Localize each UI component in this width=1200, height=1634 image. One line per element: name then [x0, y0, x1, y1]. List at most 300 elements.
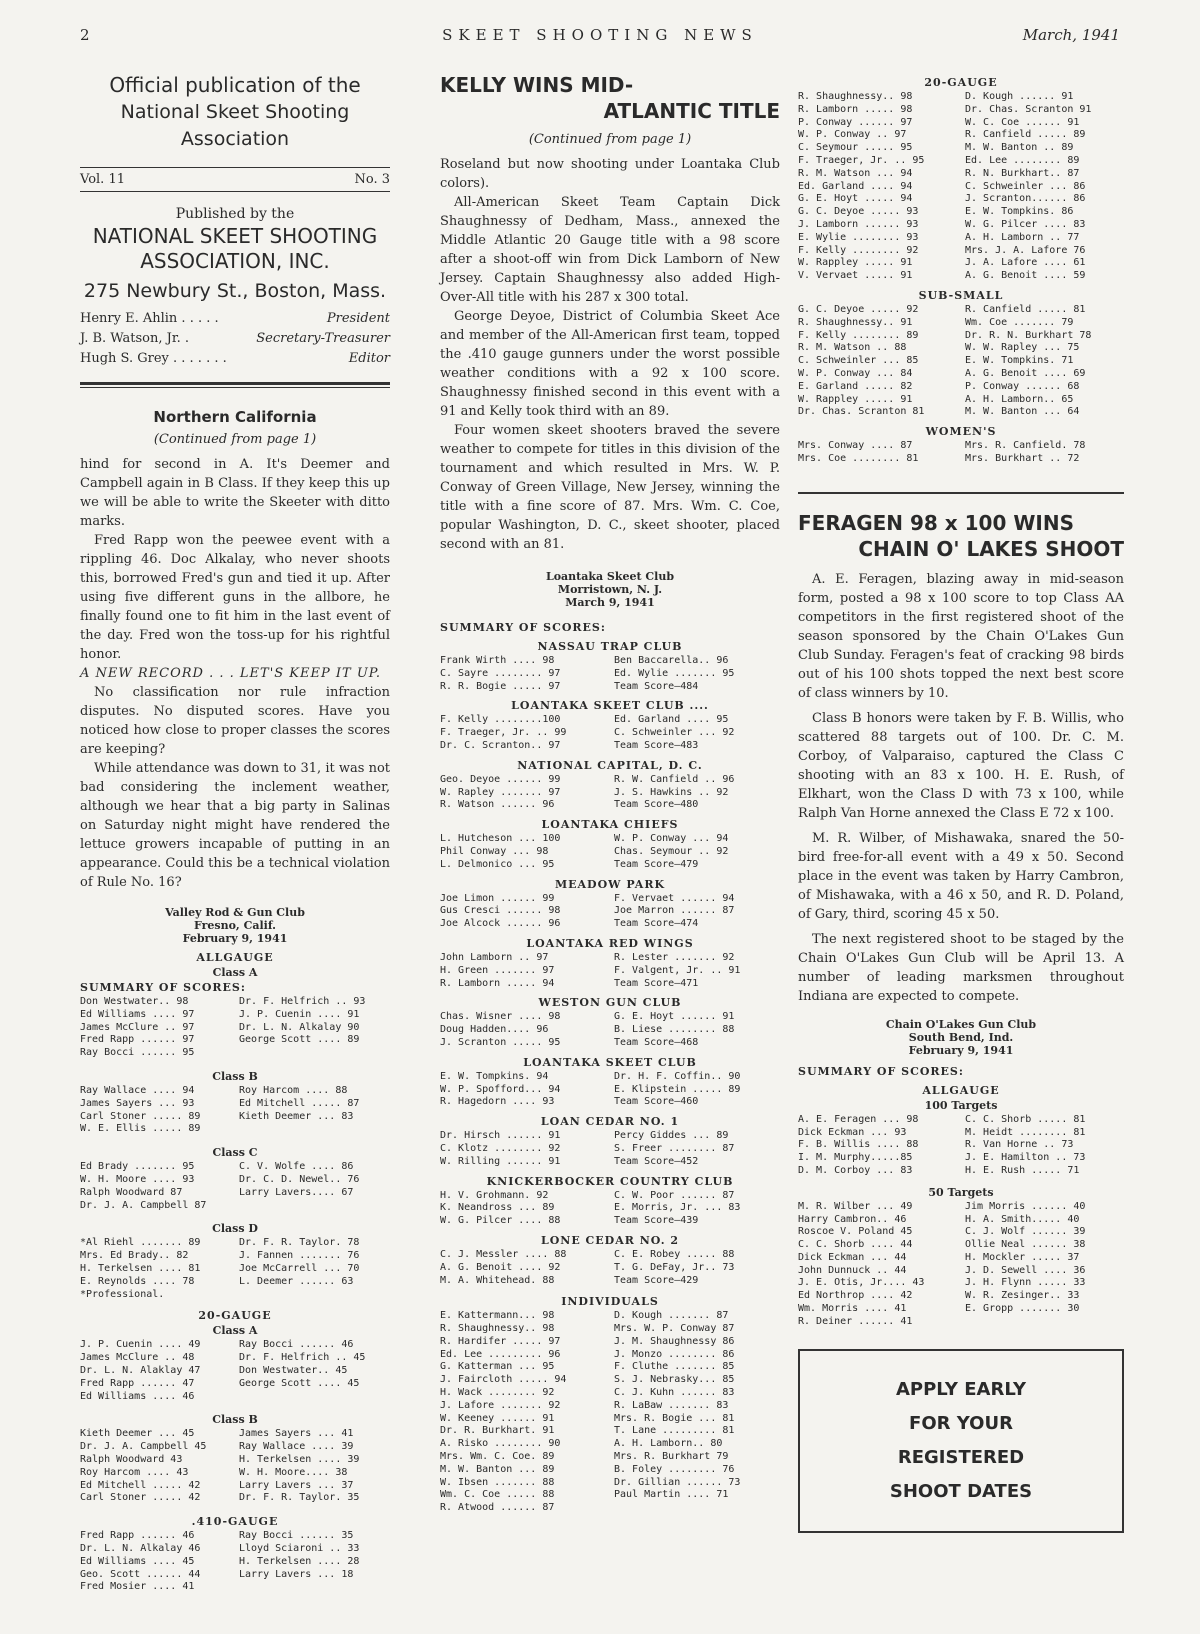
- score-cell: H. Green ....... 97: [440, 964, 555, 976]
- score-cell: E. Reynolds .... 78: [80, 1275, 195, 1287]
- score-cell: *Al Riehl ....... 89: [80, 1237, 201, 1249]
- score-cell: C. Sayre ........ 97: [440, 667, 561, 679]
- score-table: [440, 1249, 780, 1287]
- summary-heading: SUMMARY OF SCORES:: [440, 621, 606, 634]
- score-cell: Mrs. R. Bogie ... 81: [614, 1412, 735, 1424]
- event-heading: 20-GAUGE: [924, 76, 998, 89]
- score-cell: J. P. Cuenin .... 91: [239, 1008, 360, 1020]
- score-cell: Team Score—439: [614, 1215, 699, 1227]
- event-heading: WOMEN'S: [925, 425, 997, 439]
- score-cell: W. H. Moore.... 38: [239, 1466, 348, 1478]
- score-table: [80, 1339, 390, 1403]
- score-cell: B. Foley ........ 76: [614, 1463, 735, 1475]
- score-cell: James Sayers ... 41: [239, 1428, 354, 1440]
- article-title-line1: FERAGEN 98 x 100 WINS: [798, 510, 1074, 535]
- score-cell: Joe McCarrell ... 70: [239, 1262, 360, 1274]
- score-cell: Mrs. J. A. Lafore 76: [965, 244, 1086, 256]
- score-cell: Paul Martin .... 71: [614, 1489, 729, 1501]
- score-cell: Team Score—474: [614, 918, 699, 930]
- score-cell: Roscoe V. Poland 45: [798, 1226, 913, 1238]
- score-cell: L. Hutcheson ... 100: [440, 833, 561, 845]
- score-cell: P. Conway ...... 68: [965, 380, 1080, 392]
- page-header: [80, 26, 1120, 52]
- class-heading: 50 Targets: [928, 1185, 994, 1199]
- score-cell: J. D. Sewell .... 36: [965, 1264, 1086, 1276]
- score-cell: Carl Stoner ..... 42: [80, 1492, 201, 1504]
- score-cell: A. Risko ........ 90: [440, 1438, 561, 1450]
- score-cell: J. Scranton ..... 95: [440, 1036, 561, 1048]
- article-title-line1: KELLY WINS MID-: [440, 73, 634, 97]
- score-cell: J. Monzo ........ 86: [614, 1348, 735, 1360]
- class-heading: Class A: [212, 966, 258, 979]
- score-cell: F. Kelly ........ 92: [798, 244, 919, 256]
- score-cell: Wm. C. Coe ..... 88: [440, 1489, 555, 1501]
- club-name: Loantaka Skeet Club: [545, 570, 675, 583]
- score-cell: Ben Baccarella.. 96: [614, 655, 729, 666]
- team-heading: NASSAU TRAP CLUB: [537, 640, 683, 653]
- score-cell: Percy Giddes ... 89: [614, 1130, 729, 1142]
- score-cell: James McClure .. 97: [80, 1021, 195, 1033]
- score-cell: Geo. Scott ...... 44: [80, 1568, 201, 1580]
- score-cell: Ed Brady ....... 95: [80, 1161, 195, 1173]
- score-cell: Dr. H. F. Coffin.. 90: [614, 1070, 741, 1082]
- score-cell: Team Score—460: [614, 1096, 699, 1108]
- continued-note: (Continued from page 1): [528, 132, 692, 147]
- score-cell: Joe Limon ...... 99: [440, 892, 555, 904]
- score-cell: G. C. Deyoe ..... 92: [798, 303, 919, 315]
- club-date: February 9, 1941: [908, 1043, 1014, 1057]
- score-cell: Mrs. Burkhart .. 72: [965, 452, 1080, 464]
- score-cell: F. Kelly ........ 89: [798, 329, 919, 341]
- club-city: Fresno, Calif.: [193, 919, 276, 932]
- score-cell: T. G. DeFay, Jr.. 73: [614, 1261, 735, 1273]
- score-cell: Dr. J. A. Campbell 87: [80, 1199, 207, 1211]
- score-cell: Larry Lavers ... 37: [239, 1479, 354, 1491]
- score-cell: Ed Mitchell ..... 42: [80, 1479, 201, 1491]
- score-cell: R. M. Watson ... 94: [798, 167, 913, 179]
- event-heading: SUB-SMALL: [918, 288, 1004, 302]
- score-cell: H. Wack ........ 92: [440, 1387, 555, 1399]
- paragraph: All-American Skeet Team Captain Dick Shaughnessy of Dedham, Mass., annexed the Middle Atlantic 20 Gauge title with a 98 score after a shoot-off win from Dick Lamborn of New Jersey. Captain Shaughnessy also added High-Over-All title with his 287 x 300 total.: [440, 195, 780, 305]
- score-cell: C. E. Robey ..... 88: [614, 1248, 735, 1260]
- score-cell: R. Hagedorn .... 93: [440, 1096, 555, 1108]
- score-cell: H. Terkelsen .... 81: [80, 1262, 201, 1274]
- score-cell: J. Lamborn ...... 93: [798, 218, 919, 230]
- box-line: REGISTERED: [897, 1446, 1025, 1468]
- score-cell: H. Terkelsen .... 28: [239, 1555, 360, 1567]
- officer-role: Editor: [348, 351, 390, 366]
- score-cell: Kieth Deemer ... 45: [80, 1428, 195, 1440]
- score-table: [440, 833, 780, 871]
- score-cell: R. Shaughnessy.. 91: [798, 316, 913, 328]
- score-cell: H. Mockler ..... 37: [965, 1251, 1080, 1263]
- paragraph: hind for second in A. It's Deemer and Campbell again in B Class. If they keep this up we will be able to write the Skeeter with ditto marks.: [80, 457, 390, 529]
- score-cell: R. M. Watson .. 88: [798, 342, 907, 354]
- score-cell: Ed Williams .... 45: [80, 1555, 195, 1567]
- club-heading: [440, 570, 780, 609]
- event-heading: 20-GAUGE: [198, 1309, 272, 1323]
- column-1: [80, 72, 390, 1594]
- officer-name: Henry E. Ahlin . . . . .: [80, 311, 219, 326]
- score-cell: J. Fannen ....... 76: [239, 1250, 360, 1262]
- score-cell: G. E. Hoyt ..... 94: [798, 193, 913, 205]
- team-heading: KNICKERBOCKER COUNTRY CLUB: [486, 1174, 734, 1188]
- score-cell: [239, 1581, 390, 1594]
- score-cell: G. Katterman ... 95: [440, 1361, 555, 1373]
- score-cell: F. Traeger, Jr. .. 95: [798, 154, 925, 166]
- score-cell: C. V. Wolfe .... 86: [239, 1161, 354, 1173]
- class-heading: Class C: [212, 1146, 258, 1160]
- score-cell: C. W. Poor ...... 87: [614, 1189, 735, 1201]
- score-cell: W. Rappley ..... 91: [798, 257, 913, 269]
- paragraph: A. E. Feragen, blazing away in mid-season form, posted a 98 x 100 score to top Class AA competitors in the first registered shoot of the season sponsored by the Chain O'Lakes Gun Club Sunday. Feragen's feat of cracking 98 birds out of his 100 shots topped the next best score of class winners by 10.: [798, 571, 1124, 701]
- score-cell: Team Score—480: [614, 799, 699, 811]
- summary-heading: SUMMARY OF SCORES:: [798, 1064, 964, 1078]
- page-number: 2: [80, 26, 90, 44]
- score-cell: W. Ibsen ....... 88: [440, 1476, 555, 1488]
- score-cell: E. Wylie ........ 93: [798, 231, 919, 243]
- score-cell: J. Scranton...... 86: [965, 193, 1086, 205]
- score-cell: Ralph Woodward 87: [80, 1186, 183, 1198]
- score-cell: Dr. C. D. Newel.. 76: [239, 1173, 360, 1185]
- score-cell: Dick Eckman ... 44: [798, 1251, 907, 1263]
- team-heading: NATIONAL CAPITAL, D. C.: [517, 758, 703, 772]
- paragraph: While attendance was down to 31, it was not bad considering the inclement weather, although we hear that a big party in Salinas on Saturday night might have rendered the lettuce growers incapable of putting in an appearance. Could this be a technical violation of Rule No. 16?: [80, 761, 391, 890]
- team-heading: WESTON GUN CLUB: [538, 996, 682, 1010]
- score-cell: C. C. Shorb .... 44: [798, 1239, 913, 1251]
- officer-role: Secretary-Treasurer: [256, 331, 390, 346]
- volume: Vol. 11: [80, 172, 125, 187]
- score-cell: J. M. Shaughnessy 86: [614, 1335, 735, 1347]
- score-cell: [239, 1047, 390, 1060]
- score-cell: L. Deemer ...... 63: [239, 1275, 354, 1287]
- score-cell: S. J. Nebrasky... 85: [614, 1374, 735, 1386]
- score-cell: R. Shaughnessy.. 98: [798, 91, 913, 102]
- score-table: [440, 893, 780, 931]
- score-cell: James McClure .. 48: [80, 1352, 195, 1364]
- officers: [80, 310, 390, 368]
- score-cell: C. Schweinler ... 86: [965, 180, 1086, 192]
- score-cell: Dr. F. Helfrich .. 45: [239, 1352, 366, 1364]
- score-cell: Ray Wallace .... 39: [239, 1441, 354, 1453]
- score-cell: Ed. Garland .... 94: [798, 180, 913, 192]
- paragraph: Fred Rapp won the peewee event with a rippling 46. Doc Alkalay, who never shoots this, borrowed Fred's gun and tied it up. After using five different guns in the allbore, he finally found one to fit him in the last event of the day. Fred won the toss-up for his rightful honor.: [80, 533, 390, 662]
- paragraph: Roseland but now shooting under Loantaka Club colors).: [440, 157, 780, 191]
- score-cell: Dr. R. N. Burkhart 78: [965, 329, 1092, 341]
- score-cell: F. B. Willis .... 88: [798, 1139, 919, 1151]
- score-cell: A. G. Benoit .... 92: [440, 1261, 561, 1273]
- score-cell: H. A. Smith..... 40: [965, 1213, 1080, 1225]
- score-table: [798, 440, 1124, 466]
- score-cell: Chas. Seymour .. 92: [614, 845, 729, 857]
- score-cell: George Scott .... 89: [239, 1034, 360, 1046]
- score-cell: J. E. Otis, Jr.... 43: [798, 1277, 925, 1289]
- masthead-line1: Official publication of the: [109, 73, 361, 97]
- score-table: [440, 1071, 780, 1109]
- score-cell: R. Canfield ..... 89: [965, 129, 1086, 141]
- score-cell: Mrs. R. Burkhart 79: [614, 1451, 729, 1463]
- event-heading: INDIVIDUALS: [561, 1295, 659, 1309]
- score-cell: Geo. Deyoe ...... 99: [440, 773, 561, 785]
- paragraph: No classification nor rule infraction disputes. No disputed scores. Have you noticed how close to proper classes the scores are keeping?: [80, 685, 390, 757]
- score-cell: J. Faircloth ..... 94: [440, 1374, 567, 1386]
- score-cell: F. Vervaet ...... 94: [614, 892, 735, 904]
- club-city: South Bend, Ind.: [908, 1030, 1014, 1044]
- score-cell: Dr. F. Helfrich .. 93: [239, 996, 366, 1007]
- score-cell: W. R. Zesinger.. 33: [965, 1290, 1080, 1302]
- score-cell: Fred Mosier .... 41: [80, 1581, 195, 1593]
- officer-name: J. B. Watson, Jr. .: [80, 331, 190, 346]
- score-cell: Team Score—483: [614, 739, 699, 751]
- score-table: [440, 774, 780, 812]
- score-cell: R. W. Canfield .. 96: [614, 773, 735, 785]
- score-cell: H. Terkelsen .... 39: [239, 1453, 360, 1465]
- score-cell: A. G. Benoit .... 69: [965, 367, 1086, 379]
- score-table: [440, 1310, 780, 1515]
- score-cell: Frank Wirth .... 98: [440, 655, 555, 666]
- score-cell: J. H. Flynn ..... 33: [965, 1277, 1086, 1289]
- score-cell: C. C. Shorb ..... 81: [965, 1113, 1086, 1125]
- double-rule: [80, 382, 390, 388]
- score-cell: [614, 1502, 780, 1515]
- score-cell: D. Kough ...... 91: [965, 91, 1074, 102]
- score-cell: H. V. Grohmann. 92: [440, 1189, 549, 1201]
- score-cell: Dr. L. N. Alkalay 46: [80, 1542, 201, 1554]
- score-cell: R. N. Burkhart.. 87: [965, 167, 1080, 179]
- score-cell: I. M. Murphy.....85: [798, 1152, 913, 1164]
- score-cell: F. Valgent, Jr. .. 91: [614, 964, 741, 976]
- score-cell: Carl Stoner ..... 89: [80, 1110, 201, 1122]
- score-cell: E. Morris, Jr. ... 83: [614, 1202, 741, 1214]
- score-cell: [239, 1200, 390, 1213]
- score-cell: Dr. C. Scranton.. 97: [440, 739, 561, 751]
- column-3: [798, 72, 1124, 1533]
- score-table: [798, 304, 1124, 419]
- score-cell: A. H. Lamborn.. 65: [965, 393, 1074, 405]
- score-cell: *Professional.: [80, 1288, 165, 1300]
- score-cell: R. Atwood ...... 87: [440, 1502, 555, 1514]
- score-cell: P. Conway ...... 97: [798, 116, 913, 128]
- score-cell: R. LaBaw ....... 83: [614, 1399, 729, 1411]
- score-cell: G. E. Hoyt ...... 91: [614, 1011, 735, 1023]
- team-heading: LOANTAKA SKEET CLUB ....: [511, 699, 709, 713]
- event-heading: ALLGAUGE: [196, 951, 274, 964]
- score-cell: J. Lafore ....... 92: [440, 1399, 561, 1411]
- score-cell: Ed Williams .... 97: [80, 1008, 195, 1020]
- score-cell: Dr. Chas. Scranton 91: [965, 103, 1092, 115]
- score-cell: Chas. Wisner .... 98: [440, 1011, 561, 1023]
- score-cell: Don Westwater.. 98: [80, 996, 189, 1007]
- score-cell: Mrs. W. P. Conway 87: [614, 1323, 735, 1335]
- score-cell: F. Traeger, Jr. .. 99: [440, 727, 567, 739]
- score-cell: R. Canfield ..... 81: [965, 303, 1086, 315]
- score-cell: G. C. Deyoe ..... 93: [798, 206, 919, 218]
- score-table: [80, 1428, 390, 1505]
- club-date: March 9, 1941: [565, 596, 655, 609]
- team-heading: LOANTAKA SKEET CLUB: [523, 1055, 697, 1069]
- score-cell: Team Score—471: [614, 977, 699, 989]
- score-cell: W. P. Conway ... 84: [798, 367, 913, 379]
- score-cell: J. E. Hamilton .. 73: [965, 1152, 1086, 1164]
- score-cell: Mrs. Conway .... 87: [798, 440, 913, 452]
- score-cell: Fred Rapp ...... 47: [80, 1377, 195, 1389]
- score-table: [440, 1190, 780, 1228]
- score-cell: M. R. Wilber ... 49: [798, 1200, 913, 1212]
- score-table: [80, 1237, 390, 1301]
- score-table: [440, 952, 780, 990]
- score-cell: Dr. F. R. Taylor. 35: [239, 1492, 360, 1504]
- score-cell: W. P. Spofford... 94: [440, 1083, 561, 1095]
- score-cell: Dr. Hirsch ...... 91: [440, 1130, 561, 1142]
- score-cell: J. S. Hawkins .. 92: [614, 786, 729, 798]
- column-2: [440, 72, 780, 1515]
- score-table: [80, 1085, 390, 1136]
- score-cell: Ed Williams .... 46: [80, 1390, 195, 1402]
- volume-line: [80, 167, 390, 192]
- score-cell: Dr. F. R. Taylor. 78: [239, 1237, 360, 1249]
- score-cell: W. G. Pilcer .... 88: [440, 1215, 561, 1227]
- score-table: [80, 1530, 390, 1594]
- box-line: SHOOT DATES: [889, 1480, 1033, 1502]
- team-heading: LOAN CEDAR NO. 1: [540, 1115, 680, 1129]
- score-cell: R. Shaughnessy.. 98: [440, 1323, 555, 1335]
- score-cell: Dr. Gillian ...... 73: [614, 1476, 741, 1488]
- score-table: [440, 714, 780, 752]
- score-cell: Ralph Woodward 43: [80, 1453, 183, 1465]
- score-cell: Mrs. Ed Brady.. 82: [80, 1250, 189, 1262]
- score-cell: Don Westwater.. 45: [239, 1364, 348, 1376]
- article-title-line2: CHAIN O' LAKES SHOOT: [858, 536, 1124, 561]
- masthead: [80, 72, 390, 153]
- score-cell: R. Van Horne .. 73: [965, 1139, 1074, 1151]
- association-name: [80, 224, 390, 274]
- score-cell: C. J. Wolf ...... 39: [965, 1226, 1086, 1238]
- score-table: [80, 996, 390, 1060]
- score-cell: B. Liese ........ 88: [614, 1024, 735, 1036]
- score-cell: A. H. Lamborn .. 77: [965, 231, 1080, 243]
- score-cell: W. Rappley ..... 91: [798, 393, 913, 405]
- score-cell: Team Score—479: [614, 858, 699, 870]
- assoc-line1: NATIONAL SKEET SHOOTING: [92, 224, 378, 248]
- event-heading: .410-GAUGE: [191, 1515, 279, 1529]
- italic-heading: A NEW RECORD . . . LET'S KEEP IT UP.: [80, 666, 382, 681]
- score-cell: J. P. Cuenin .... 49: [80, 1339, 201, 1351]
- score-cell: R. Lamborn ..... 98: [798, 103, 913, 115]
- score-cell: [239, 1123, 390, 1136]
- score-cell: M. W. Banton ... 89: [440, 1463, 555, 1475]
- score-cell: Team Score—468: [614, 1036, 699, 1048]
- paragraph: M. R. Wilber, of Mishawaka, snared the 50-bird free-for-all event with a 49 x 50. Second place in the event was taken by Harry Cambron, of Mishawaka, with a 46 x 50, and R. D. Poland, of Gary, third, scoring 45 x 50.: [798, 830, 1124, 922]
- score-cell: Ray Bocci ...... 35: [239, 1530, 354, 1542]
- score-cell: E. Gropp ....... 30: [965, 1303, 1080, 1315]
- officer-row: [80, 330, 390, 348]
- score-cell: Ed. Lee ........ 89: [965, 154, 1080, 166]
- score-cell: Gus Cresci ...... 98: [440, 905, 561, 917]
- score-cell: W. Rilling ...... 91: [440, 1155, 561, 1167]
- score-cell: W. Keeney ...... 91: [440, 1412, 555, 1424]
- score-cell: [965, 1316, 1124, 1329]
- score-cell: W. P. Conway ... 94: [614, 833, 729, 845]
- score-cell: Larry Lavers.... 67: [239, 1186, 354, 1198]
- score-cell: James Sayers ... 93: [80, 1097, 195, 1109]
- score-cell: E. Garland ..... 82: [798, 380, 913, 392]
- score-cell: Dr. Chas. Scranton 81: [798, 406, 925, 418]
- score-cell: Joe Marron ...... 87: [614, 905, 735, 917]
- score-cell: Ed Northrop .... 42: [798, 1290, 913, 1302]
- score-cell: W. H. Moore .... 93: [80, 1173, 195, 1185]
- score-cell: E. Klipstein ..... 89: [614, 1083, 741, 1095]
- score-cell: Ed Mitchell ..... 87: [239, 1097, 360, 1109]
- score-cell: C. J. Messler .... 88: [440, 1248, 567, 1260]
- continued-note: (Continued from page 1): [153, 432, 317, 447]
- score-cell: R. Lamborn ..... 94: [440, 977, 555, 989]
- score-cell: Roy Harcom .... 88: [239, 1084, 348, 1096]
- score-cell: E. W. Tompkins. 86: [965, 206, 1074, 218]
- score-cell: R. Hardifer ..... 97: [440, 1335, 561, 1347]
- score-cell: Fred Rapp ...... 46: [80, 1530, 195, 1542]
- score-table: [798, 1114, 1124, 1178]
- officer-name: Hugh S. Grey . . . . . . .: [80, 351, 227, 366]
- score-cell: F. Kelly ........100: [440, 714, 561, 726]
- paragraph: George Deyoe, District of Columbia Skeet Ace and member of the All-American first team, topped the .410 gauge gunners under the worst possible weather conditions with a 92 x 100 score. Shaughnessy finished second in this event with a 91 and Kelly took third with an 89.: [440, 309, 780, 419]
- officer-role: President: [326, 311, 390, 326]
- team-heading: MEADOW PARK: [554, 877, 666, 891]
- article-title-line2: ATLANTIC TITLE: [603, 99, 780, 123]
- score-cell: Dr. R. Burkhart. 91: [440, 1425, 555, 1437]
- score-cell: A. H. Lamborn.. 80: [614, 1438, 723, 1450]
- officer-row: [80, 310, 390, 328]
- score-cell: Team Score—452: [614, 1155, 699, 1167]
- score-cell: E. W. Tompkins. 94: [440, 1070, 549, 1082]
- club-date: February 9, 1941: [182, 932, 288, 945]
- score-cell: George Scott .... 45: [239, 1377, 360, 1389]
- score-cell: Dr. J. A. Campbell 45: [80, 1441, 207, 1453]
- divider: [798, 492, 1124, 494]
- score-cell: S. Freer ........ 87: [614, 1142, 735, 1154]
- score-cell: C. Schweinler ... 92: [614, 727, 735, 739]
- club-name: Chain O'Lakes Gun Club: [885, 1017, 1037, 1031]
- score-table: [440, 655, 780, 693]
- score-cell: C. J. Kuhn ...... 83: [614, 1387, 735, 1399]
- score-cell: W. Rapley ....... 97: [440, 786, 561, 798]
- class-heading: Class B: [212, 1069, 258, 1083]
- score-cell: Ollie Neal ...... 38: [965, 1239, 1086, 1251]
- score-cell: A. G. Benoit .... 59: [965, 270, 1086, 282]
- issue-date: March, 1941: [1022, 26, 1120, 44]
- club-city: Morristown, N. J.: [557, 583, 663, 596]
- assoc-line2: ASSOCIATION, INC.: [140, 249, 330, 273]
- officer-row: [80, 350, 390, 368]
- score-cell: Wm. Coe ....... 79: [965, 316, 1074, 328]
- team-heading: LOANTAKA RED WINGS: [526, 936, 694, 950]
- club-name: Valley Rod & Gun Club: [165, 906, 305, 919]
- score-cell: Kieth Deemer ... 83: [239, 1110, 354, 1122]
- score-table: [80, 1161, 390, 1212]
- score-table: [798, 91, 1124, 283]
- score-cell: Ray Bocci ...... 46: [239, 1339, 354, 1351]
- score-table: [440, 1130, 780, 1168]
- score-cell: H. E. Rush ..... 71: [965, 1164, 1080, 1176]
- box-line: FOR YOUR: [909, 1412, 1013, 1434]
- score-cell: Larry Lavers ... 18: [239, 1568, 354, 1580]
- score-cell: Dick Eckman ... 93: [798, 1126, 907, 1138]
- score-cell: Roy Harcom .... 43: [80, 1466, 189, 1478]
- score-cell: Team Score—484: [614, 680, 699, 692]
- score-cell: W. G. Pilcer .... 83: [965, 218, 1086, 230]
- issue-number: No. 3: [354, 172, 390, 187]
- paragraph: The next registered shoot to be staged by the Chain O'Lakes Gun Club will be April 13. A number of leading marksmen throughout Indiana are expected to compete.: [798, 931, 1124, 1004]
- team-heading: LOANTAKA CHIEFS: [541, 818, 679, 832]
